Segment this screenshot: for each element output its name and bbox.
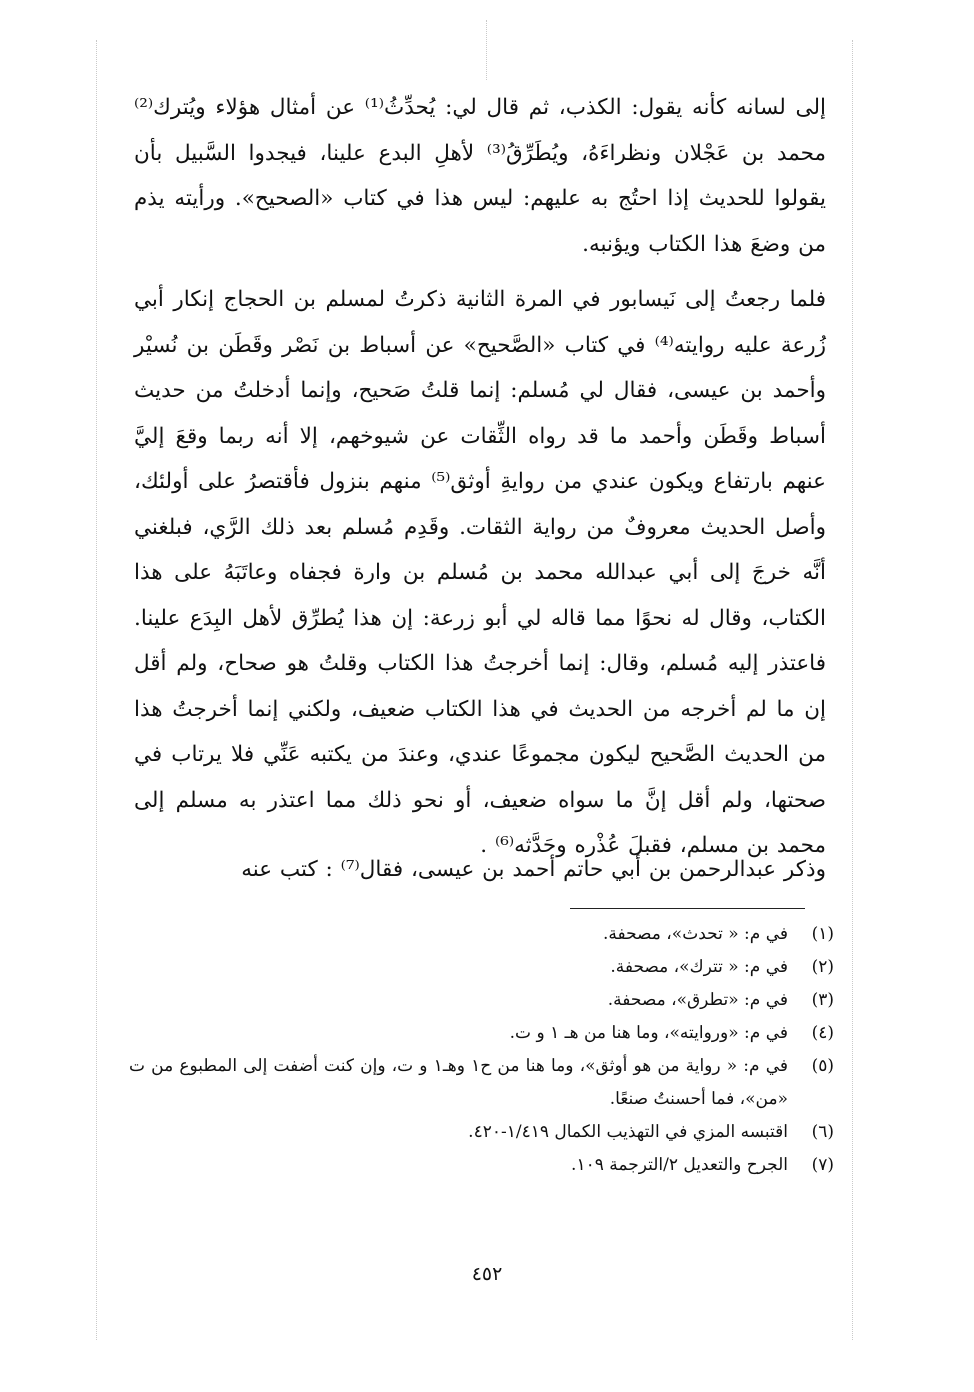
footnote-text: الجرح والتعديل ٢/الترجمة ١٠٩.	[571, 1155, 788, 1175]
footnote-text: في م: «تطرق»، مصحفة.	[607, 990, 788, 1010]
body-paragraph-2: فلما رجعتُ إلى نَيسابور في المرة الثانية ذكرتُ لمسلم بن الحجاج إنكار أبي زُرعة عليه روايته⁽⁴⁾ في كتاب «الصَّحيح» عن أسباط بن نَصْر وقَطَن بن نُسيْر وأحمد بن عيسى، فقال لي مُسلم: إنما قلتُ صَحيح، وإنما أدخلتُ من حديث أسباط وقَطَن وأحمد ما قد رواه الثِّقات عن شيوخهم، إلا أنه ربما وقعَ إليَّ عنهم بارتفاع ويكون عندي من روايةِ أوثق⁽⁵⁾ منهم بنزول فأقتصرُ على أولئك، وأصل الحديث معروفٌ من رواية الثقات. وقَدِم مُسلم بعد ذلك الرَّي، فبلغني أنَّه خرجَ إلى أبي عبدالله محمد بن مُسلم بن وارة فجفاه وعاتَبَهُ على هذا الكتاب، وقال له نحوًا مما قاله لي أبو زرعة: إن هذا يُطرِّق لأهل البِدَع علينا. فاعتذر إليه مُسلم، وقال: إنما أخرجتُ هذا الكتاب وقلتُ هو صحاح، ولم أقل إن ما لم أخرجه من الحديث في هذا الكتاب ضعيف، ولكني إنما أخرجتُ هذا من الحديث الصَّحيح ليكون مجموعًا عندي، وعندَ من يكتبه عَنِّي فلا يرتاب في صحتها، ولم أقل إنَّ ما سواه ضعيف، أو نحو ذلك مما اعتذر به مسلم إلى محمد بن مسلم، فقبلَ عُذْره وحَدَّثه⁽⁶⁾ .	[134, 287, 827, 858]
footnote-item	[129, 984, 834, 1017]
footnote-item	[129, 1149, 834, 1182]
body-paragraph-1: إلى لسانه كأنه يقول: الكذب، ثم قال لي: يُحدِّثُ⁽¹⁾ عن أمثال هؤلاء ويُترك⁽²⁾ محمد بن عَجْلان ونظراءَهُ، ويُطَرِّقُ⁽³⁾ لأهلِ البدع علينا، فيجدوا السَّبيل بأن يقولوا للحديث إذا احتُج به عليهم: ليس هذا في كتاب «الصحيح». ورأيته يذم من وضعَ هذا الكتاب ويؤنبه.	[134, 95, 827, 257]
footnote-text: في م: « تترك»، مصحفة.	[610, 957, 788, 977]
footnote-divider	[570, 908, 805, 909]
footnote-text: في م: «وروايته»، وما هنا من هـ ١ و ت.	[509, 1023, 788, 1043]
footnote-item	[129, 1017, 834, 1050]
footnotes-section	[129, 918, 834, 1182]
footnote-text: اقتبسه المزي في التهذيب الكمال ١/٤١٩-٤٢٠.	[468, 1122, 788, 1142]
footnote-text: في م: « رواية من هو أوثق»، وما هنا من ح١ وهـ١ و ت، وإن كنت أضفت إلى المطبوع من ت «من»، فما أحسنتُ صنعًا.	[129, 1056, 788, 1109]
footnote-item	[129, 951, 834, 984]
footnote-number: (٧)	[811, 1155, 834, 1175]
footnote-number: (٥)	[811, 1056, 834, 1076]
footnote-number: (٣)	[811, 990, 834, 1010]
footnote-item	[129, 918, 834, 951]
footnote-number: (٦)	[811, 1122, 834, 1142]
footnote-item	[129, 1116, 834, 1149]
body-paragraph-3: وذكر عبدالرحمن بن أبي حاتم أحمد بن عيسى، فقال⁽⁷⁾ : كتب عنه	[241, 857, 826, 882]
page-number: ٤٥٢	[471, 1263, 503, 1285]
footnote-number: (١)	[811, 924, 834, 944]
scan-artifact-line	[486, 20, 487, 80]
scan-artifact-line	[852, 40, 853, 1340]
footnote-text: في م: « تحدث»، مصحفة.	[602, 924, 788, 944]
scan-artifact-line	[96, 40, 97, 1340]
footnote-number: (٢)	[811, 957, 834, 977]
footnote-number: (٤)	[811, 1023, 834, 1043]
footnote-item	[129, 1050, 834, 1116]
